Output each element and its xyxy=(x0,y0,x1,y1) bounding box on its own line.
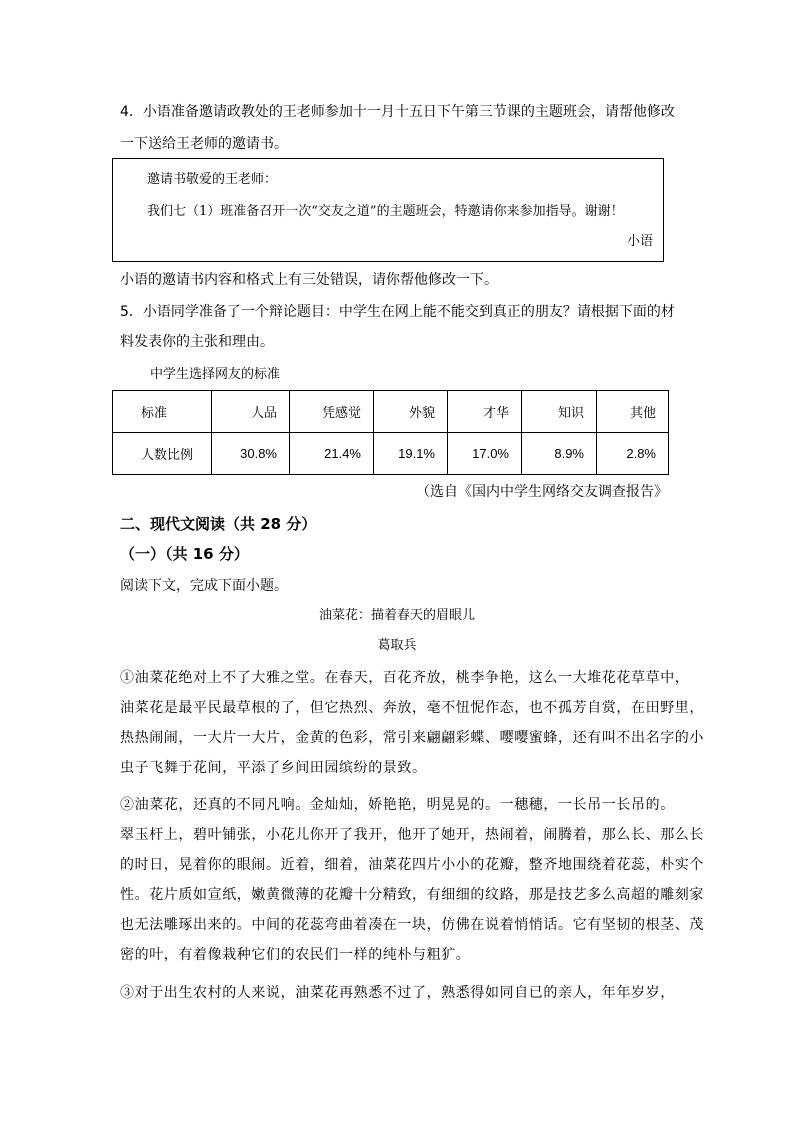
table-cell: 30.8% xyxy=(212,433,290,475)
section-heading: 二、现代文阅读（共 28 分） xyxy=(120,515,317,533)
table-cell: 21.4% xyxy=(290,433,374,475)
paragraph-line: ②油菜花，还真的不同凡响。金灿灿，娇艳艳，明晃晃的。一穗穗，一长吊一长吊的。 xyxy=(120,797,675,813)
article-author: 葛取兵 xyxy=(377,638,417,653)
table-source: （选自《国内中学生网络交友调查报告》 xyxy=(416,484,668,500)
table-header-cell: 人品 xyxy=(212,391,290,433)
table-header-cell: 标准 xyxy=(113,391,212,433)
question-5-line-2: 料发表你的主张和理由。 xyxy=(120,334,274,350)
invitation-body: 我们七（1）班准备召开一次“交友之道”的主题班会，特邀请你来参加指导。谢谢！ xyxy=(147,204,624,219)
table-header-cell: 知识 xyxy=(522,391,597,433)
paragraph-line: 也无法雕琢出来的。中间的花蕊弯曲着凑在一块，仿佛在说着悄悄话。它有坚韧的根茎、茂 xyxy=(120,917,704,933)
paragraph-line: 虫子飞舞于花间，平添了乡间田园缤纷的景致。 xyxy=(120,760,427,776)
table-header-cell: 外貌 xyxy=(374,391,448,433)
question-5-line-1: 5．小语同学准备了一个辩论题目：中学生在网上能不能交到真正的朋友？请根据下面的材 xyxy=(120,304,675,320)
table-header-cell: 凭感觉 xyxy=(290,391,374,433)
table-caption: 中学生选择网友的标准 xyxy=(150,367,281,382)
invitation-greeting: 邀请书敬爱的王老师： xyxy=(147,172,278,187)
paragraph-line: 热热闹闹，一大片一大片，金黄的色彩，常引来翩翩彩蝶、嘤嘤蜜蜂，还有叫不出名字的小 xyxy=(120,730,704,746)
article-paragraph-3 xyxy=(120,978,680,1008)
question-4-line-2: 一下送给王老师的邀请书。 xyxy=(120,136,288,152)
paragraph-line: 的时日，晃着你的眼闹。近着，细着，油菜花四片小小的花瓣，整齐地围绕着花蕊，朴实个 xyxy=(120,857,704,873)
invitation-box xyxy=(112,158,664,262)
table-row-label: 人数比例 xyxy=(113,433,212,475)
table-header-cell: 其他 xyxy=(597,391,669,433)
article-paragraph-2 xyxy=(120,790,704,970)
table-cell: 8.9% xyxy=(522,433,597,475)
table-cell: 2.8% xyxy=(597,433,669,475)
subsection-heading: （一）（共 16 分） xyxy=(120,545,249,563)
paragraph-line: 性。花片质如宣纸，嫩黄微薄的花瓣十分精致，有细细的纹路，那是技艺多么高超的雕刻家 xyxy=(120,887,704,903)
table-header-row xyxy=(113,391,669,433)
invitation-signature: 小语 xyxy=(626,234,653,249)
paragraph-line: 油菜花是最平民最草根的了，但它热烈、奔放，毫不忸怩作态，也不孤芳自赏，在田野里， xyxy=(120,700,704,716)
question-4-line-1: 4．小语准备邀请政教处的王老师参加十一月十五日下午第三节课的主题班会，请帮他修改 xyxy=(120,104,675,120)
article-paragraph-1 xyxy=(120,663,704,783)
paragraph-line: 翠玉杆上，碧叶铺张，小花儿你开了我开，他开了她开，热闹着，闹腾着，那么长、那么长 xyxy=(120,827,704,843)
paragraph-line: ①油菜花绝对上不了大雅之堂。在春天，百花齐放，桃李争艳，这么一大堆花花草草中， xyxy=(120,670,690,686)
paragraph-line: ③对于出生农村的人来说，油菜花再熟悉不过了，熟悉得如同自已的亲人，年年岁岁， xyxy=(120,985,675,1001)
survey-table xyxy=(112,390,669,475)
table-header-cell: 才华 xyxy=(448,391,522,433)
article-title: 油菜花：描着春天的眉眼儿 xyxy=(318,608,475,623)
table-cell: 17.0% xyxy=(448,433,522,475)
table-row xyxy=(113,433,669,475)
table-cell: 19.1% xyxy=(374,433,448,475)
reading-instruction: 阅读下文，完成下面小题。 xyxy=(120,578,288,594)
question-4-task: 小语的邀请书内容和格式上有三处错误，请你帮他修改一下。 xyxy=(120,272,498,288)
paragraph-line: 密的叶，有着像栽种它们的农民们一样的纯朴与粗犷。 xyxy=(120,947,471,963)
